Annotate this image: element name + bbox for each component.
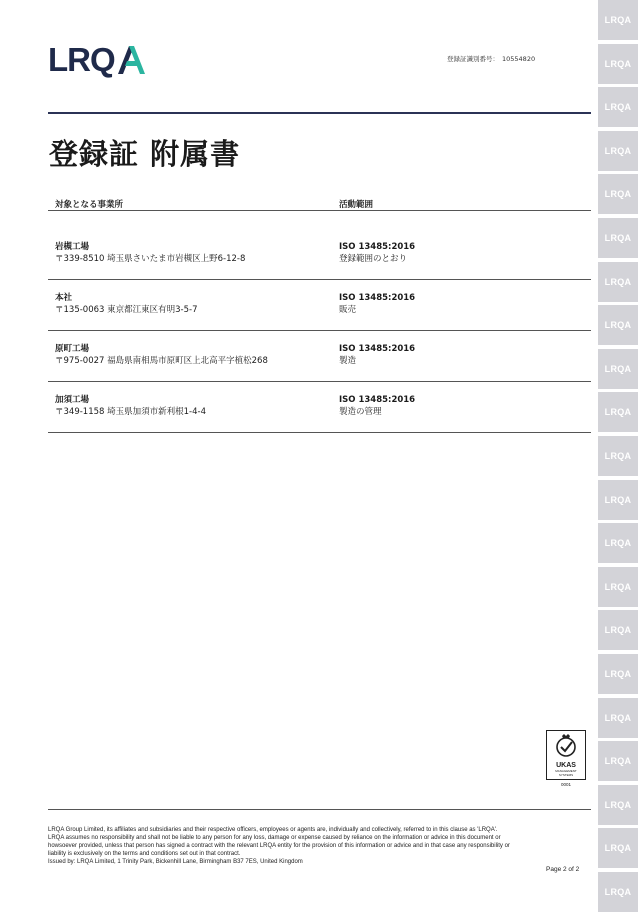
footer-line: Issued by: LRQA Limited, 1 Trinity Park, Bickenhill Lane, Birmingham B37 7ES, United Kingdom (48, 859, 303, 865)
strip-lrqa-tile: LRQA (598, 0, 638, 40)
page-title: 登録証 附属書 (49, 137, 241, 171)
ukas-number: 0001 (560, 782, 571, 787)
strip-lrqa-tile: LRQA (598, 567, 638, 607)
activity: 製造の管理 (339, 407, 382, 417)
table-row (48, 211, 591, 280)
strip-lrqa-tile: LRQA (598, 131, 638, 171)
footer-line: LRQA Group Limited, its affiliates and subsidiaries and their respective officers, employees or agents are, individually and collectively, referred to in this clause as 'LRQA'. (48, 827, 498, 833)
column-header-location: 対象となる事業所 (55, 200, 124, 210)
certificate-number-value: 10554820 (502, 55, 536, 63)
footer-line: LRQA assumes no responsibility and shall not be liable to any person for any loss, damage or expense caused by reliance on the information or advice in this document or (48, 835, 501, 841)
strip-lrqa-tile: LRQA (598, 480, 638, 520)
site-name: 加須工場 (55, 395, 90, 405)
scope-cell (339, 343, 415, 367)
logo-text: LRQ (48, 41, 115, 78)
ukas-sub1: MANAGEMENT (555, 769, 577, 773)
strip-lrqa-tile: LRQA (598, 610, 638, 650)
scope-cell (339, 292, 415, 316)
strip-lrqa-tile: LRQA (598, 174, 638, 214)
ukas-name: UKAS (556, 762, 576, 769)
site-name: 原町工場 (55, 344, 90, 354)
strip-lrqa-tile: LRQA (598, 698, 638, 738)
strip-lrqa-tile: LRQA (598, 872, 638, 912)
table-row (48, 280, 591, 331)
strip-lrqa-tile: LRQA (598, 218, 638, 258)
site-cell (55, 343, 268, 367)
strip-lrqa-tile: LRQA (598, 262, 638, 302)
row-divider (48, 432, 591, 433)
strip-lrqa-tile: LRQA (598, 436, 638, 476)
site-cell (55, 292, 197, 316)
strip-lrqa-tile: LRQA (598, 654, 638, 694)
footer-line: howsoever provided, unless that person has signed a contract with the relevant LRQA entity for the provision of this information or advice and in that case any responsibility or (48, 843, 510, 849)
ukas-checkmark-icon (547, 733, 585, 763)
footer-disclaimer (48, 826, 593, 866)
footer-rule (48, 809, 591, 810)
site-cell (55, 241, 245, 265)
activity: 販売 (339, 305, 357, 315)
strip-lrqa-tile: LRQA (598, 741, 638, 781)
header-rule (48, 112, 591, 114)
strip-lrqa-tile: LRQA (598, 349, 638, 389)
site-cell (55, 394, 206, 418)
site-address: 〒349-1158 埼玉県加須市新利根1-4-4 (55, 407, 206, 417)
ukas-accreditation-mark (546, 730, 586, 790)
strip-lrqa-tile: LRQA (598, 305, 638, 345)
site-name: 本社 (55, 293, 73, 303)
scope-cell (339, 394, 415, 418)
strip-lrqa-tile: LRQA (598, 828, 638, 868)
strip-lrqa-tile: LRQA (598, 392, 638, 432)
site-name: 岩槻工場 (55, 242, 90, 252)
site-address: 〒975-0027 福島県南相馬市原町区上北高平字植松268 (55, 356, 268, 366)
standard: ISO 13485:2016 (339, 293, 416, 303)
footer-line: liability is exclusively on the terms and conditions set out in that contract. (48, 851, 241, 857)
lrqa-logo (48, 42, 146, 78)
strip-lrqa-tile: LRQA (598, 87, 638, 127)
activity: 製造 (339, 356, 357, 366)
page-number: Page 2 of 2 (546, 866, 580, 873)
strip-lrqa-tile: LRQA (598, 785, 638, 825)
strip-lrqa-tile: LRQA (598, 523, 638, 563)
standard: ISO 13485:2016 (339, 344, 416, 354)
activity: 登録範囲のとおり (339, 254, 408, 264)
column-header-scope: 活動範囲 (339, 200, 374, 210)
standard: ISO 13485:2016 (339, 395, 416, 405)
lrqa-side-strip (598, 0, 640, 920)
strip-lrqa-tile: LRQA (598, 44, 638, 84)
site-address: 〒135-0063 東京都江東区有明3-5-7 (55, 305, 198, 315)
scope-cell (339, 241, 415, 265)
logo-a-mark (116, 44, 146, 76)
certificate-number-label: 登録証識別番号： (447, 55, 499, 63)
ukas-sub2: SYSTEMS (558, 772, 574, 777)
standard: ISO 13485:2016 (339, 242, 416, 252)
table-row (48, 382, 591, 433)
ukas-sub (546, 770, 586, 777)
certificate-number (444, 54, 535, 63)
site-address: 〒339-8510 埼玉県さいたま市岩槻区上野6-12-8 (55, 254, 246, 264)
table-row (48, 331, 591, 382)
